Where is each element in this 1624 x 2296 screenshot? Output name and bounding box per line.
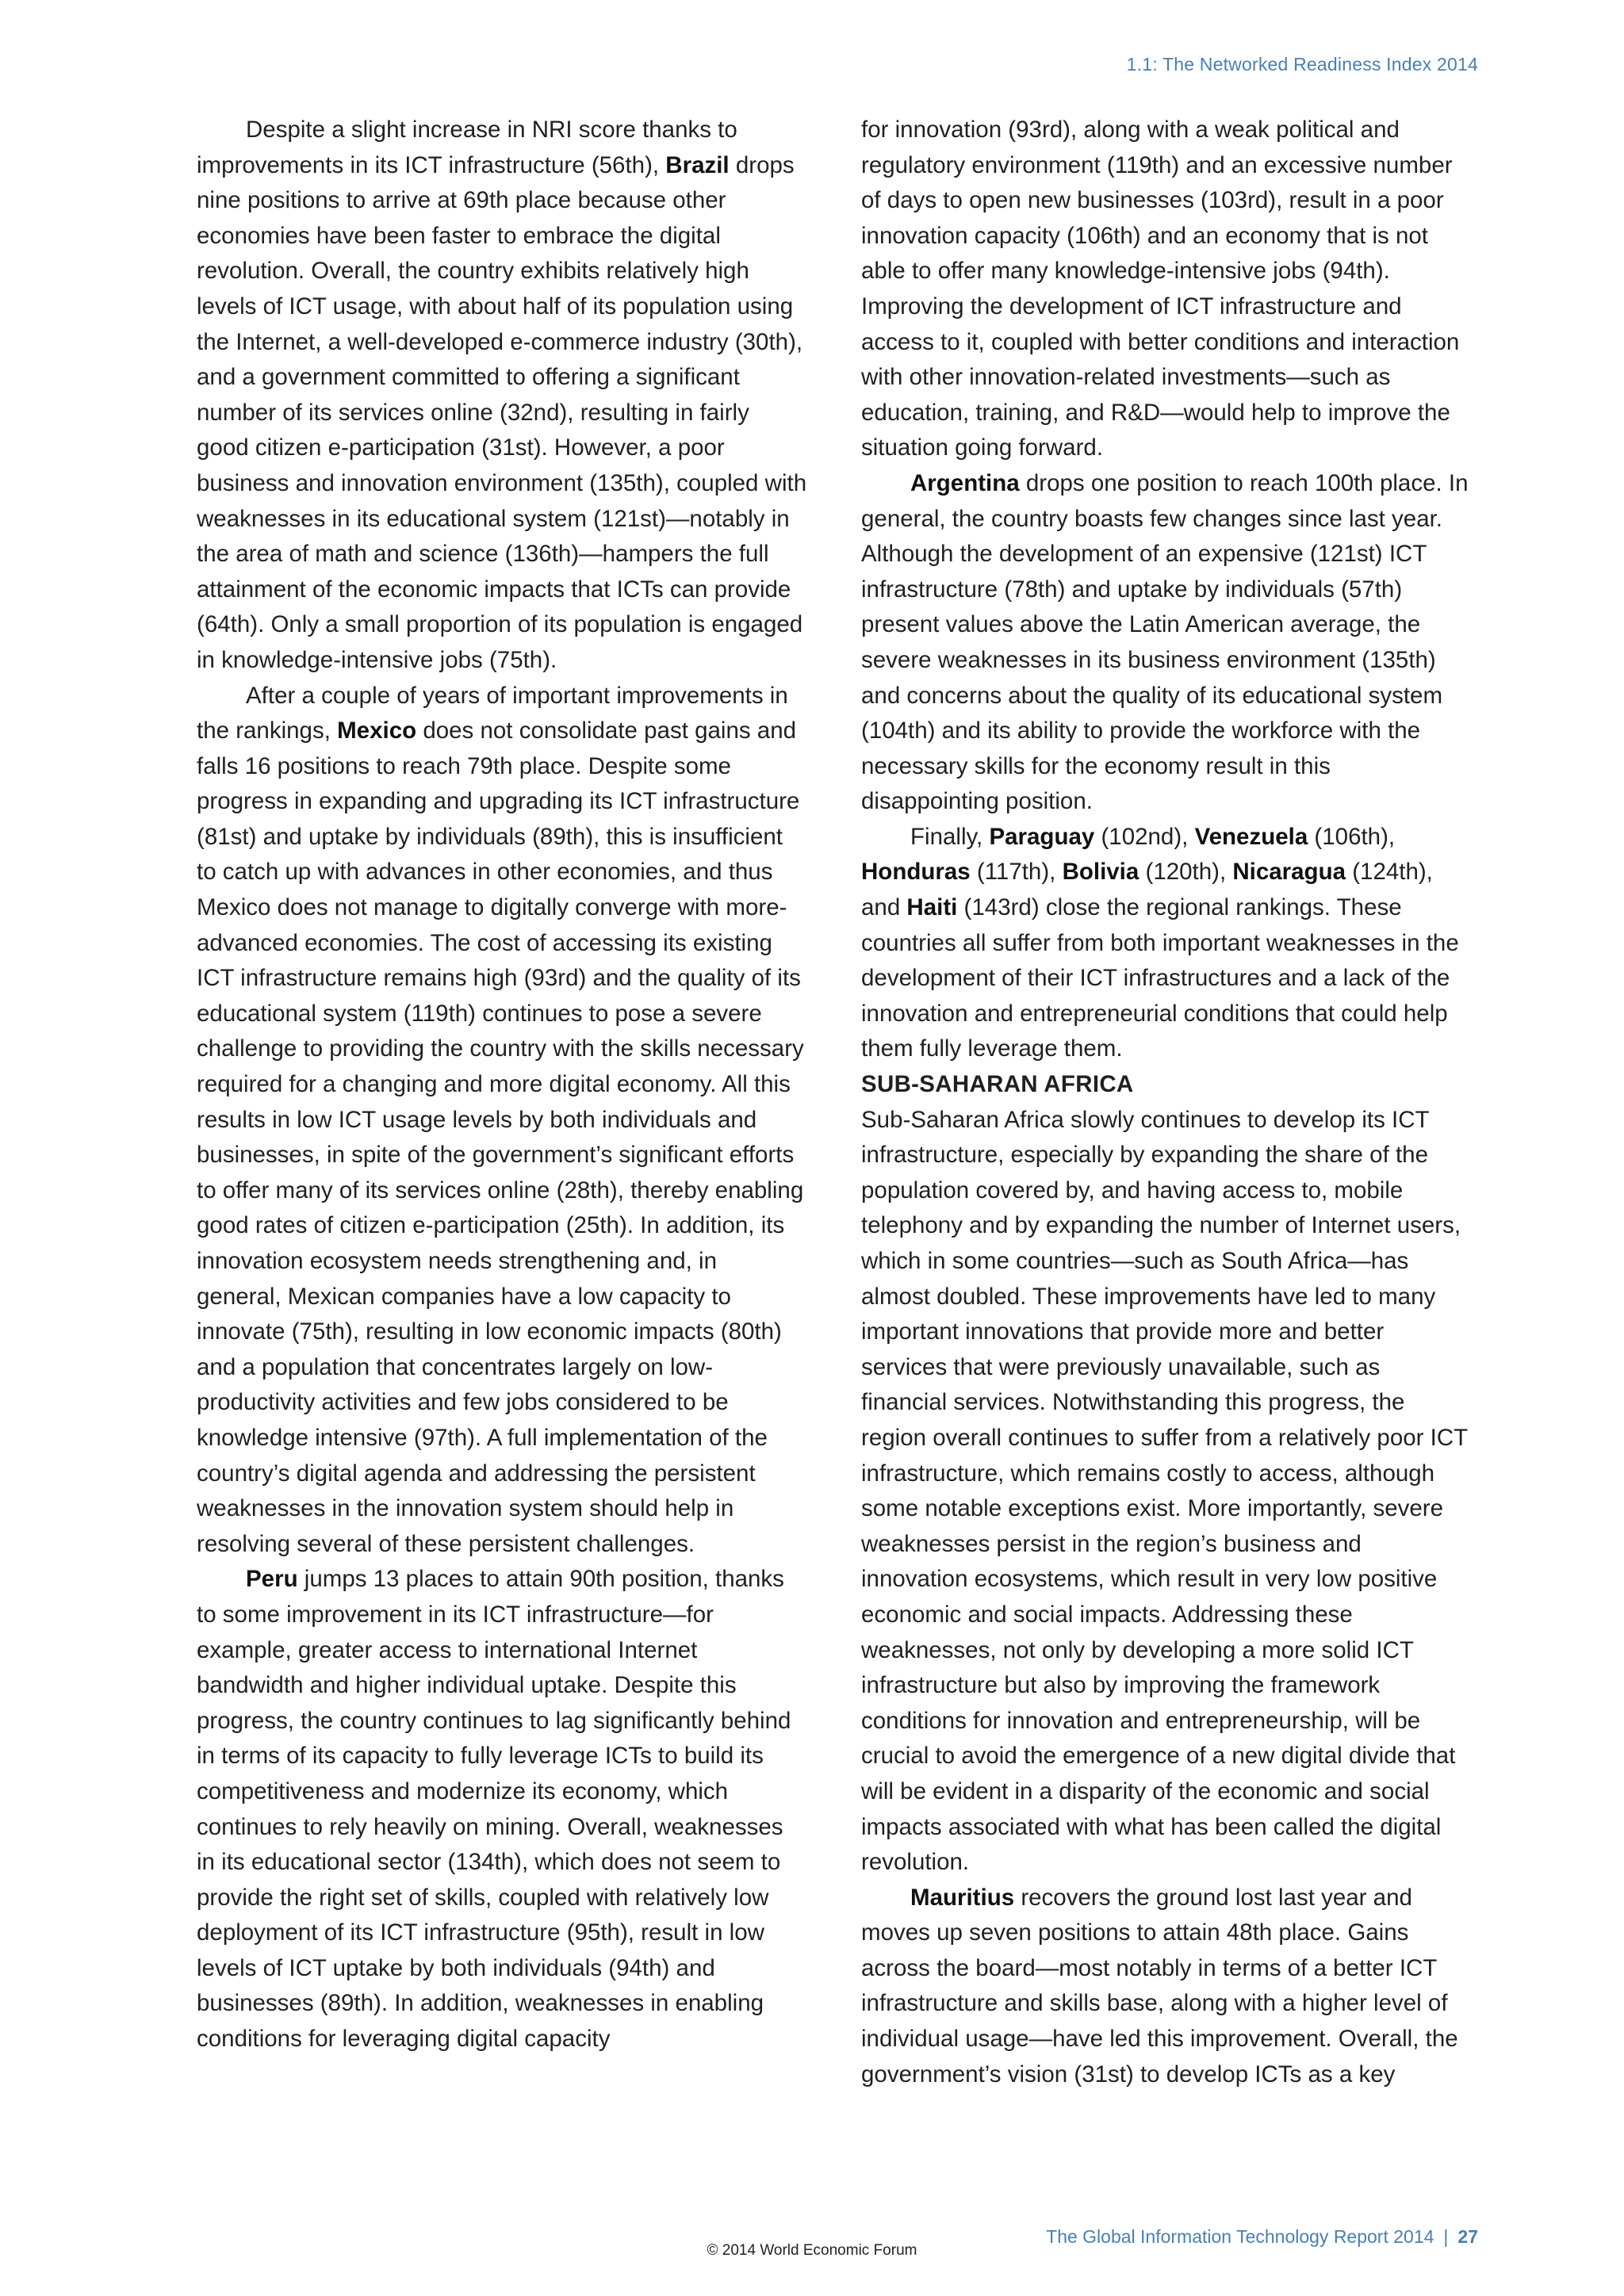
paragraph-mauritius: Mauritius recovers the ground lost last year and moves up seven positions to attain 48th place. Gains across the board—most notably in terms of a better ICT infrastructure and skills base, along with a higher level of individual usage—have led this improvement. Overall, the government’s vision (31st) to develop ICTs as a key: [861, 1884, 1458, 2087]
paragraph-other-countries: Finally, Paraguay (102nd), Venezuela (106th), Honduras (117th), Bolivia (120th), Nicaragua (124th), and Haiti (143rd) close the regional rankings. These countries all suffer from both important weaknesses in the development of their ICT infrastructures and a lack of the innovation and entrepreneurial conditions that could help them fully leverage them.: [861, 823, 1459, 1062]
paragraph-argentina: Argentina drops one position to reach 100th place. In general, the country boasts few changes since last year. Although the development of an expensive (121st) ICT infrastructure (78th) and uptake by individuals (57th) present values above the Latin American average, the severe weaknesses in its business environment (135th) and concerns about the quality of its educational system (104th) and its ability to provide the workforce with the necessary skills for the economy result in this disappointing position.: [861, 469, 1469, 815]
paragraph-peru: Peru jumps 13 places to attain 90th position, thanks to some improvement in its ICT infrastructure—for example, greater access to international Internet bandwidth and higher individual uptake. Despite this progress, the country continues to lag significantly behind in terms of its capacity to fully leverage ICTs to build its competitiveness and modernize its economy, which continues to rely heavily on mining. Overall, weaknesses in its educational sector (134th), which does not seem to provide the right set of skills, coupled with relatively low deployment of its ICT infrastructure (95th), result in low levels of ICT uptake by both individuals (94th) and businesses (89th). In addition, weaknesses in enabling conditions for leveraging digital capacity: [197, 1566, 791, 2053]
copyright-notice: © 2014 World Economic Forum: [707, 2242, 917, 2259]
left-column: [197, 113, 807, 2057]
right-column: [861, 113, 1472, 2092]
page-number: 27: [1457, 2226, 1478, 2247]
report-title: The Global Information Technology Report 2014: [1046, 2226, 1434, 2247]
country-peru: Peru: [246, 1566, 298, 1593]
paragraph-ssa-intro: Sub-Saharan Africa slowly continues to develop its ICT infrastructure, especially by expanding the share of the population covered by, and having access to, mobile telephony and by expanding the number of Internet users, which in some countries—such as South Africa—has almost doubled. These improvements have led to many important innovations that provide more and better services that were previously unavailable, such as financial services. Notwithstanding this progress, the region overall continues to suffer from a relatively poor ICT infrastructure, which remains costly to access, although some notable exceptions exist. More importantly, severe weaknesses persist in the region’s business and innovation ecosystems, which result in very low positive economic and social impacts. Addressing these weaknesses, not only by developing a more solid ICT infrastructure but also by improving the framework conditions for innovation and entrepreneurship, will be crucial to avoid the emergence of a new digital divide that will be evident in a disparity of the economic and social impacts associated with what has been called the digital revolution.: [861, 1106, 1468, 1876]
running-header: 1.1: The Networked Readiness Index 2014: [1126, 54, 1478, 75]
country-mexico: Mexico: [337, 718, 417, 744]
paragraph-brazil: Despite a slight increase in NRI score thanks to improvements in its ICT infrastructure (56th), Brazil drops nine positions to arrive at 69th place because other economies have been faster to embrace the digital revolution. Overall, the country exhibits relatively high levels of ICT usage, with about half of its population using the Internet, a well-developed e-commerce industry (30th), and a government committed to offering a significant number of its services online (32nd), resulting in fairly good citizen e-participation (31st). However, a poor business and innovation environment (135th), coupled with weaknesses in its educational system (121st)—notably in the area of math and science (136th)—hampers the full attainment of the economic impacts that ICTs can provide (64th). Only a small proportion of its population is engaged in knowledge-intensive jobs (75th).: [197, 117, 807, 673]
country-mauritius: Mauritius: [910, 1884, 1015, 1911]
paragraph-mexico: After a couple of years of important improvements in the rankings, Mexico does not consolidate past gains and falls 16 positions to reach 79th place. Despite some progress in expanding and upgrading its ICT infrastructure (81st) and uptake by individuals (89th), this is insufficient to catch up with advances in other economies, and thus Mexico does not manage to digitally converge with more-advanced economies. The cost of accessing its existing ICT infrastructure remains high (93rd) and the quality of its educational system (119th) continues to pose a severe challenge to providing the country with the skills necessary required for a changing and more digital economy. All this results in low ICT usage levels by both individuals and businesses, in spite of the government’s significant efforts to offer many of its services online (28th), thereby enabling good rates of citizen e-participation (25th). In addition, its innovation ecosystem needs strengthening and, in general, Mexican companies have a low capacity to innovate (75th), resulting in low economic impacts (80th) and a population that concentrates largely on low-productivity activities and few jobs considered to be knowledge intensive (97th). A full implementation of the country’s digital agenda and addressing the persistent weaknesses in the innovation system should help in resolving several of these persistent challenges.: [197, 682, 804, 1557]
footer-separator: |: [1443, 2226, 1449, 2247]
country-brazil: Brazil: [665, 151, 730, 178]
country-argentina: Argentina: [910, 469, 1020, 496]
paragraph-peru-continued: for innovation (93rd), along with a weak political and regulatory environment (119th) and an excessive number of days to open new businesses (103rd), result in a poor innovation capacity (106th) and an economy that is not able to offer many knowledge-intensive jobs (94th). Improving the development of ICT infrastructure and access to it, coupled with better conditions and interaction with other innovation-related investments—such as education, training, and R&D—would help to improve the situation going forward.: [861, 117, 1460, 461]
section-heading-sub-saharan-africa: SUB-SAHARAN AFRICA: [861, 1071, 1134, 1098]
